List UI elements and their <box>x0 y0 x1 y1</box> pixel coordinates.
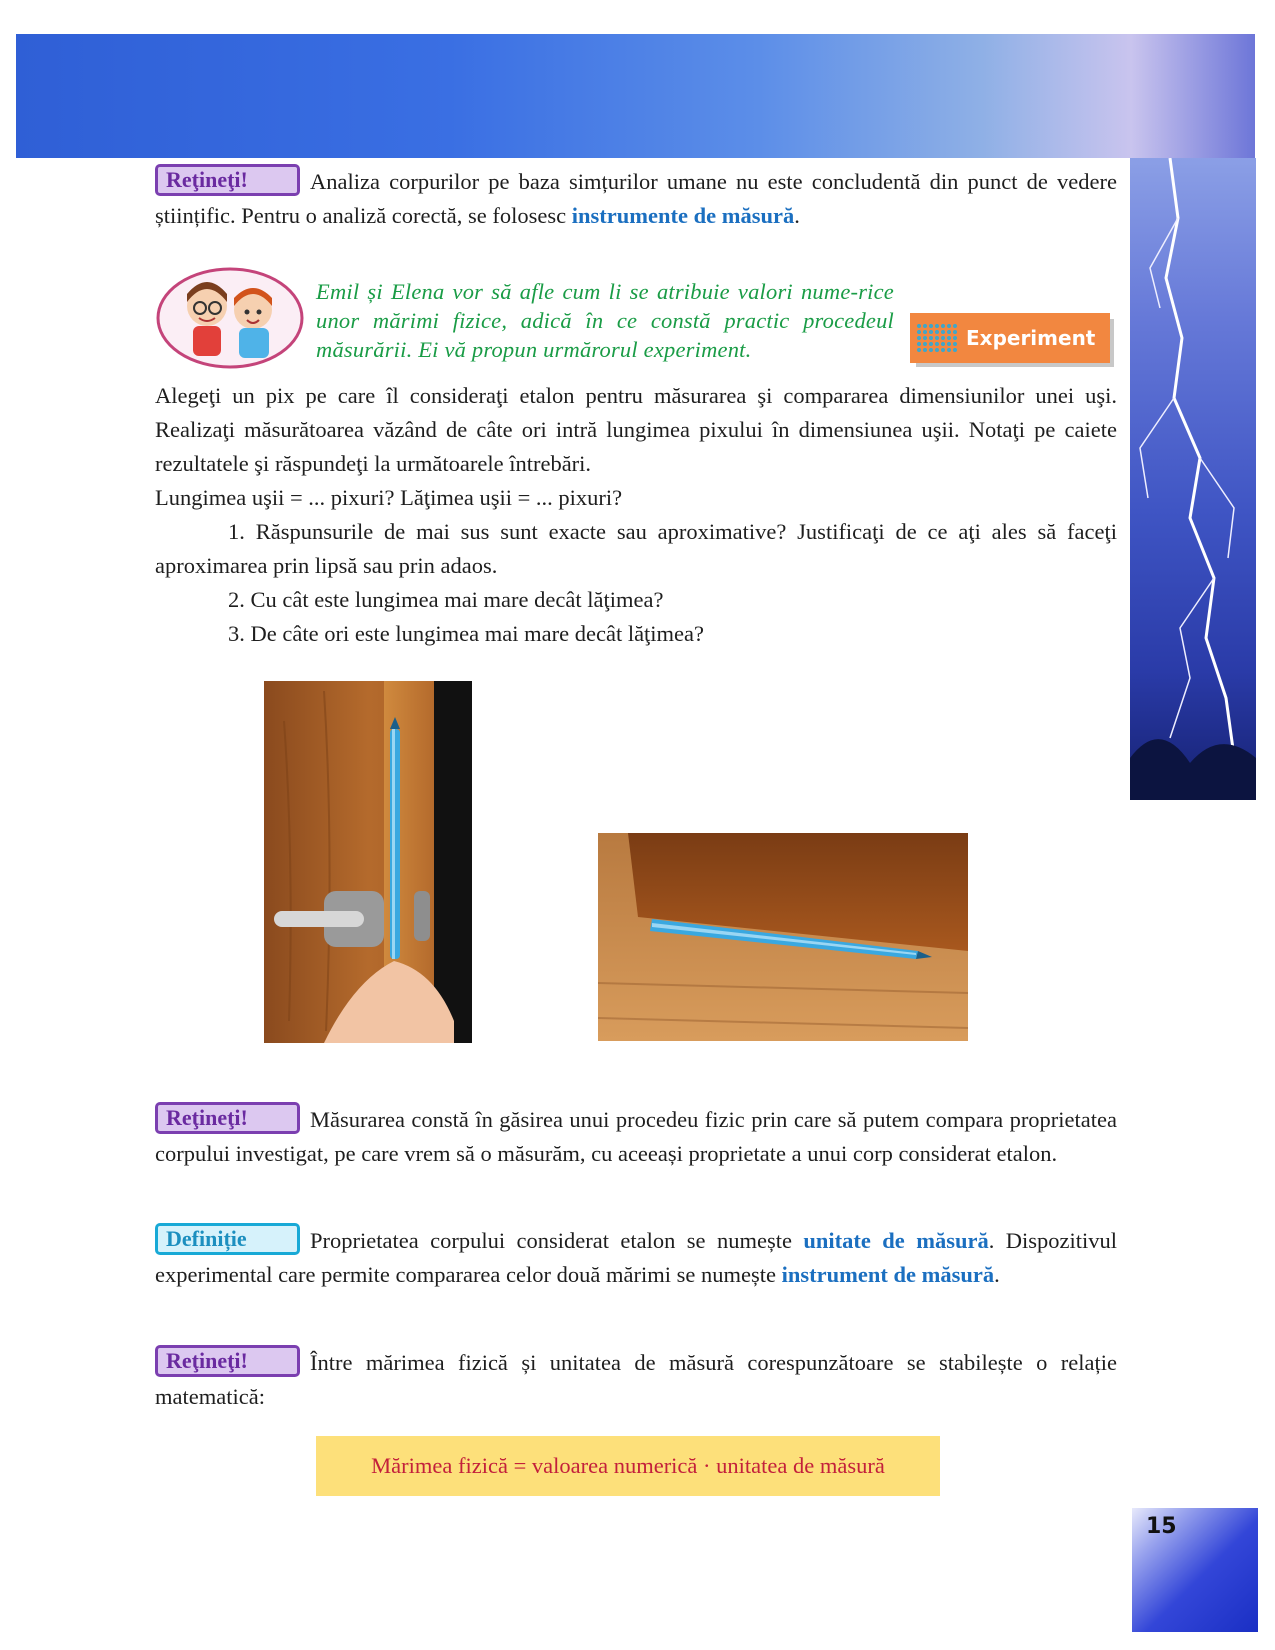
photo-door-horizontal <box>598 833 968 1041</box>
retineti-tag: Reţineţi! <box>155 1345 300 1377</box>
definitie-paragraph: Definiție Proprietatea corpului considerat etalon se numește unitate de măsură. Dispozitivul experimental care permite compararea celor două mărimi se numește instrument de măsură. <box>155 1223 1117 1292</box>
question-1: 1. Răspunsurile de mai sus sunt exacte sau aproximative? Justificaţi de ce aţi ales să faceţi aproximarea prin lipsă sau prin adaos. <box>155 519 1117 578</box>
formula-box: Mărimea fizică = valoarea numerică · unitatea de măsură <box>316 1436 940 1496</box>
experiment-label: Experiment <box>966 326 1096 350</box>
question-3: 3. De câte ori este lungimea mai mare decât lăţimea? <box>228 621 705 646</box>
retineti-paragraph-1: Reţineţi! Analiza corpurilor pe baza simțurilor umane nu este concludentă din punct de vedere științific. Pentru o analiză corectă, se folosesc instrumente de măsură. <box>155 164 1117 233</box>
page-number: 15 <box>1146 1514 1177 1539</box>
children-illustration <box>155 266 305 370</box>
experiment-instructions: Alegeţi un pix pe care îl consideraţi etalon pentru măsurarea şi compararea dimensiunilor unei uşi. Realizaţi măsurătoarea văzând de câte ori intră lungimea pixului în dimensiunea uşii. Notaţi pe caiete rezultatele şi răspundeţi la următoarele întrebări. <box>155 383 1117 476</box>
measurement-prompt: Lungimea uşii = ... pixuri? Lăţimea uşii = ... pixuri? <box>155 485 623 510</box>
definitie-tag: Definiție <box>155 1223 300 1255</box>
photo-door-vertical <box>264 681 472 1043</box>
experiment-badge <box>910 313 1114 365</box>
dots-icon <box>916 323 958 353</box>
header-banner <box>16 34 1255 158</box>
keyword-instrumente: instrumente de măsură <box>571 203 795 228</box>
keyword-unitate: unitate de măsură <box>803 1228 989 1253</box>
retineti-tag: Reţineţi! <box>155 164 300 196</box>
retineti-paragraph-3: Reţineţi! Între mărimea fizică și unitatea de măsură corespunzătoare se stabilește o relație matematică: <box>155 1345 1117 1414</box>
retineti-paragraph-2: Reţineţi! Măsurarea constă în găsirea unui procedeu fizic prin care să putem compara proprietatea corpului investigat, pe care vrem să o măsurăm, cu aceeași proprietate a unui corp considerat etalon. <box>155 1102 1117 1171</box>
page-number-badge <box>1132 1508 1258 1632</box>
question-2: 2. Cu cât este lungimea mai mare decât lăţimea? <box>228 587 664 612</box>
keyword-instrument: instrument de măsură <box>781 1262 995 1287</box>
intro-text: Emil și Elena vor să afle cum li se atribuie valori nume-rice unor mărimi fizice, adică în ce constă practic procedeul măsurării. Ei vă propun urmărorul experiment. <box>316 279 894 362</box>
retineti-tag: Reţineţi! <box>155 1102 300 1134</box>
retineti-text: Analiza corpurilor pe baza simțurilor umane nu este concludentă din punct de vedere științific. Pentru o analiză corectă, se folosesc <box>155 169 1117 228</box>
lightning-image <box>1130 158 1256 800</box>
